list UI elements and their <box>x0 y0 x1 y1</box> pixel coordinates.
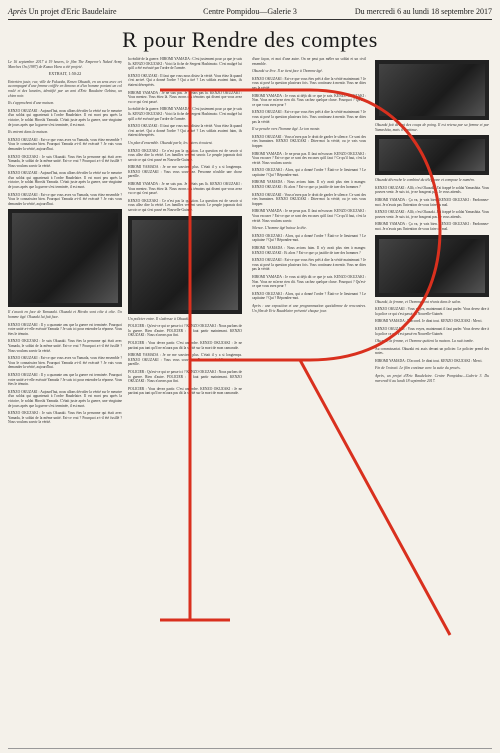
dialogue-paragraph: KENZO OKUZAKI : Je suis Okuzaki. Vous êtes la personne qui était avec Yamada, le soldat de la même unité. Est-ce vrai ? Pourquoi a-t-il été fusillé ? Nous voulons savoir la vérité. <box>8 411 122 425</box>
dialogue-paragraph: KENZO OKUZAKI : Alors, qui a donné l'ordre ? Était-ce le lieutenant ? Le capitaine ? Qui ? Répondez-moi. <box>252 291 366 301</box>
header-apres: Après <box>8 6 27 16</box>
caption-2: Okuzaki décroche le combiné du téléphone et compose le numéro. <box>375 178 476 183</box>
caption-intro: Entretien juste, rue, ville de Fukuoka, Kenzo Okuzaki, en un sens avec cet accompagné d'une femme coiffée en kimono et d'un homme portant un col roulé et des lunettes, identifié par un ami d'Eric Baudaire Ozbina, un chien noir. <box>8 79 122 98</box>
dialogue-paragraph: KENZO OKUZAKI : Est-ce que vous êtes prêt à dire la vérité maintenant ? Je vous ai posé la question plusieurs fois. Vous continuez à mentir. Vous ne dites pas la vérité. <box>252 258 366 272</box>
column-4 <box>375 57 489 747</box>
header-venue: Centre Pompidou—Galerie 3 <box>203 6 297 16</box>
extrait-label: EXTRAIT, 1:50:22 <box>48 71 82 77</box>
column-3 <box>252 57 366 747</box>
page-title: R pour Rendre des comptes <box>122 27 378 52</box>
dialogue-paragraph: KENZO OKUZAKI : Ce n'est pas la question. La question est de savoir si vous allez dire la vérité. Les familles veulent savoir. Le peuple japonais doit savoir ce qui s'est passé en Nouvelle-Guinée. <box>128 148 242 162</box>
column-1 <box>8 57 122 747</box>
dialogue-paragraph: KENZO OKUZAKI : Ce n'est pas la question. La question est de savoir si vous allez dire la vérité. Les familles veulent savoir. Le peuple japonais doit savoir ce qui s'est passé en Nouvelle-Guinée. <box>128 198 242 213</box>
dialogue-paragraph: HIROMI YAMADA : Je vous ai déjà dit ce que je sais. KENZO OKUZAKI : Non. Vous ne m'avez rien dit. Vous cachez quelque chose. Pourquoi ? Qu'est-ce que vous avez peur ? <box>252 274 366 289</box>
dialogue-paragraph: Au commissariat. Okuzaki est assis devant un policier. Le policier prend des notes. <box>375 346 489 356</box>
dialogue-paragraph: la réalité de la guerre. HIROMI YAMADA : C'est justement pour ça que je suis là. KENZO OKUZAKI : Voici la fiche de Sergent Hashimoto. C'est malgré lui qu'il a été exécuté par l'ordre de l'armée. <box>128 107 242 121</box>
intro-text: Le 16 septembre 2017 à 19 heures, le film The Emperor's Naked Army Marches On (1987) de Kazuo Hara a été projeté. <box>8 60 122 69</box>
bottom-rule <box>8 748 492 749</box>
dialogue-paragraph: POLICIER : Vous devez partir. C'est un ordre. KENZO OKUZAKI : Je ne partirai pas tant qu'il ne m'aura pas dit la vérité sur la mort de mon camarade. <box>128 341 242 350</box>
film-still-photo <box>375 235 489 297</box>
dialogue-paragraph: HIROMI YAMADA : Ça va, je vais bien. KENZO OKUZAKI : Pardonnez-moi. Je n'avais pas l'intention de vous faire du mal. <box>375 222 489 231</box>
dialogue-paragraph: HIROMI YAMADA : D'accord. Je dirai tout. KENZO OKUZAKI : Merci. <box>375 358 483 363</box>
dialogue-paragraph: la réalité de la guerre. HIROMI YAMADA : C'est justement pour ça que je suis là. KENZO OKUZAKI : Voici la fiche de Sergent Hashimoto. C'est malgré lui qu'il a été exécuté par l'ordre de l'armée. <box>128 57 242 71</box>
dialogue-paragraph: KENZO OKUZAKI : Allô, c'est Okuzaki. J'ai frappé le soldat Yamashita. Vous pouvez venir. Je suis ici, je ne bougerai pas. Je vous attends. <box>375 210 489 219</box>
dialogue-paragraph: KENZO OKUZAKI : Alors, qui a donné l'ordre ? Était-ce le lieutenant ? Le capitaine ? Qui ? Répondez-moi. <box>252 233 366 243</box>
dialogue-paragraph: POLICIER : Qu'est-ce qui se passe ici ? KENZO OKUZAKI : Nous parlons de la guerre. Rien d'autre. POLICIER : Il faut partir maintenant. KENZO OKUZAKI : Nous n'avons pas fini. <box>128 324 242 338</box>
dialogue-paragraph: KENZO OKUZAKI : Est-ce que vous avez vu Yamada, vous étiez ensemble ? Vous le connaissiez bien. Pourquoi Yamada a-t-il été exécuté ? Je vais vous demander la vérité, aujourd'hui. <box>8 137 122 151</box>
dialogue-paragraph: KENZO OKUZAKI : Vous n'avez pas le droit de garder le silence. Ce sont des vies humaines. KENZO OKUZAKI : Dites-moi la vérité, ou je vais vous frapper. <box>252 192 366 206</box>
dialogue-paragraph: KENZO OKUZAKI : Alors, qui a donné l'ordre ? Était-ce le lieutenant ? Le capitaine ? Qui ? Répondez-moi. <box>252 168 366 177</box>
dialogue-paragraph: KENZO OKUZAKI : Allô, c'est Okuzaki. J'ai frappé le soldat Yamashita. Vous pouvez venir. Je suis ici, je ne bougerai pas. Je vous attends. <box>375 185 489 195</box>
caption-3: Silence. L'homme âgé baisse la tête. <box>252 226 307 231</box>
dialogue-paragraph: KENZO OKUZAKI : Vous n'avez pas le droit de garder le silence. Ce sont des vies humaines. KENZO OKUZAKI : Dites-moi la vérité, ou je vais vous frapper. <box>252 134 366 148</box>
dialogue-paragraph: HIROMI YAMADA : Je ne me souviens plus. C'était il y a si longtemps. KENZO OKUZAKI : Vous vous souvenez. Personne n'oublie une chose pareille. <box>128 165 242 179</box>
film-still-photo <box>128 216 242 314</box>
dialogue-paragraph: POLICIER : Qu'est-ce qui se passe ici ? KENZO OKUZAKI : Nous parlons de la guerre. Rien d'autre. POLICIER : Il faut partir maintenant. KENZO OKUZAKI : Nous n'avons pas fini. <box>128 369 242 384</box>
caption-2: Ils s'approchent d'une maison. <box>8 101 55 106</box>
dialogue-paragraph: KENZO OKUZAKI : Il y a quarante ans que la guerre est terminée. Pourquoi votre unité a-t-elle exécuté Yamada ? Je suis ici pour entendre la réponse. Vous êtes le témoin. <box>8 322 122 336</box>
caption-1: Okuzaki fait devant des coups de poing. Il est retenu par sa femme et par Yamashita, mais il continue. <box>375 123 489 132</box>
dialogue-paragraph: HIROMI YAMADA : Je ne me souviens plus. C'était il y a si longtemps. KENZO OKUZAKI : Vous vous souvenez. Personne n'oublie une chose pareille. <box>128 353 242 367</box>
header-dates: Du mercredi 6 au lundi 18 septembre 2017 <box>354 6 492 16</box>
dialogue-paragraph: KENZO OKUZAKI : Il y a quarante ans que la guerre est terminée. Pourquoi votre unité a-t-elle exécuté Yamada ? Je suis ici pour entendre la réponse. Vous êtes le témoin. <box>8 372 122 387</box>
dialogue-paragraph: KENZO OKUZAKI : Vous voyez, maintenant il faut parler. Vous devez dire à la police ce qui s'est passé en Nouvelle-Guinée. <box>375 326 489 336</box>
dialogue-paragraph: HIROMI YAMADA : Ça va, je vais bien. KENZO OKUZAKI : Pardonnez-moi. Je n'avais pas l'intention de vous faire du mal. <box>375 197 489 207</box>
caption-2: Un plan d'ensemble. Okuzaki parle, les autres écoutent. <box>128 140 213 145</box>
column-2 <box>128 57 242 747</box>
page-header <box>8 4 492 18</box>
dialogue-paragraph: POLICIER : Vous devez partir. C'est un ordre. KENZO OKUZAKI : Je ne partirai pas tant qu'il ne m'aura pas dit la vérité sur la mort de mon camarade. <box>128 386 242 396</box>
dialogue-paragraph: HIROMI YAMADA : Nous avions faim. Il n'y avait plus rien à manger. KENZO OKUZAKI : Et alors ? Est-ce que ça justifie de tuer des hommes ? <box>252 180 366 190</box>
header-project: Un projet d'Eric Baudelaire <box>28 6 117 16</box>
dialogue-paragraph: KENZO OKUZAKI : Est-ce que vous êtes prêt à dire la vérité maintenant ? Je vous ai posé la question plusieurs fois. Vous continuez à mentir. Vous ne dites pas la vérité. <box>252 76 366 90</box>
dialogue-paragraph: HIROMI YAMADA : Je ne sais pas. Je n'étais pas là. KENZO OKUZAKI : Vous mentez. Vous étiez là. Nous avons des témoins qui disent que vous avez vu ce qui s'est passé. <box>128 90 242 104</box>
film-still-photo <box>375 60 489 120</box>
caption-3: Okuzaki, la femme, et l'homme sont réunis dans le salon. <box>375 299 462 304</box>
caption-2: Il se penche vers l'homme âgé. Le ton monte. <box>252 127 321 132</box>
dialogue-paragraph: HIROMI YAMADA : D'accord. Je dirai tout. KENZO OKUZAKI : Merci. <box>375 319 483 324</box>
dialogue-paragraph: d'une façon, et moi d'une autre. On ne peut pas mêler un soldat et un civil ensemble. <box>252 57 366 66</box>
dialogue-paragraph: HIROMI YAMADA : Je ne peux pas. Il faut m'excuser. KENZO OKUZAKI : Vous excuser ? Est-ce que ce sont des excuses qu'il faut ? Ce qu'il faut, c'est la vérité. Nous voulons savoir. <box>252 209 366 223</box>
dialogue-paragraph: KENZO OKUZAKI : Aujourd'hui, nous allons dévoiler la vérité sur le meurtre d'un soldat qui appartenait à l'ordre Baudelaire. Il est mort peu après la victoire, le soldat Hiroshi Yamada. C'était juste après la guerre, une vingtaine de jours après que la guerre s'est terminée, il est mort. <box>8 389 122 408</box>
dialogue-paragraph: KENZO OKUZAKI : Je suis Okuzaki. Vous êtes la personne qui était avec Yamada, le soldat de la même unité. Est-ce vrai ? Pourquoi a-t-il été fusillé ? Nous voulons savoir la vérité. <box>8 339 122 353</box>
caption-4: Okuzaki, la femme, et l'homme quittent la maison. La nuit tombe. <box>375 339 474 344</box>
dialogue-paragraph: HIROMI YAMADA : Je ne sais pas. Je n'étais pas là. KENZO OKUZAKI : Vous mentez. Vous étiez là. Nous avons des témoins qui disent que vous avez vu ce qui s'est passé. <box>128 182 242 196</box>
caption-3: Un policier entre. Il s'adresse à Okuzaki. <box>128 316 191 321</box>
caption-1: Okuzaki se lève. Il se tient face à l'homme âgé. <box>252 69 323 74</box>
dialogue-paragraph: KENZO OKUZAKI : Aujourd'hui, nous allons dévoiler la vérité sur le meurtre d'un soldat qui appartenait à l'ordre Baudelaire. Il est mort peu après la victoire, le soldat Hiroshi Yamada. C'était juste après la guerre, une vingtaine de jours après que la guerre s'est terminée, il est mort. <box>8 171 122 190</box>
dialogue-paragraph: KENZO OKUZAKI : Vous voyez, maintenant il faut parler. Vous devez dire à la police ce qui s'est passé en Nouvelle-Guinée. <box>375 307 489 316</box>
credits-text: Après, un projet d'Eric Baudelaire. Centre Pompidou—Galerie 3. Du mercredi 6 au lundi 18 septembre 2017. <box>375 374 489 383</box>
dialogue-paragraph: KENZO OKUZAKI : Est-ce que vous avez vu Yamada, vous étiez ensemble ? Vous le connaissiez bien. Pourquoi Yamada a-t-il été exécuté ? Je vais vous demander la vérité, aujourd'hui. <box>8 356 122 370</box>
dialogue-paragraph: KENZO OKUZAKI : Il faut que vous nous disiez la vérité. Vous étiez là quand c'est arrivé. Qui a donné l'ordre ? Qui a tiré ? Les soldats avaient faim, ils étaient désespérés. <box>128 73 242 87</box>
header-rule <box>8 19 492 20</box>
film-still-photo <box>375 135 489 175</box>
dialogue-paragraph: KENZO OKUZAKI : Il faut que vous nous disiez la vérité. Vous étiez là quand c'est arrivé. Qui a donné l'ordre ? Qui a tiré ? Les soldats avaient faim, ils étaient désespérés. <box>128 124 242 138</box>
caption-3: Ils entrent dans la maison. <box>8 130 49 135</box>
dialogue-paragraph: KENZO OKUZAKI : Aujourd'hui, nous allons dévoiler la vérité sur le meurtre d'un soldat qui appartenait à l'ordre Baudelaire. Il est mort peu après la victoire, le soldat Hiroshi Yamada. C'était juste après la guerre, une vingtaine de jours après que la guerre s'est terminée, il est mort. <box>8 108 122 127</box>
film-still-photo <box>8 209 122 307</box>
caption-4: Il s'assoit en face de Yamazaki. Okuzaki et Hiroko sont côte à côte. Un homme âgé. Okuzaki lui fait face. <box>8 310 122 320</box>
dialogue-paragraph: KENZO OKUZAKI : Est-ce que vous avez vu Yamada, vous étiez ensemble ? Vous le connaissiez bien. Pourquoi Yamada a-t-il été exécuté ? Je vais vous demander la vérité, aujourd'hui. <box>8 192 122 206</box>
dialogue-paragraph: HIROMI YAMADA : Je vous ai déjà dit ce que je sais. KENZO OKUZAKI : Non. Vous ne m'avez rien dit. Vous cachez quelque chose. Pourquoi ? Qu'est-ce que vous avez peur ? <box>252 93 366 107</box>
header-left <box>8 7 169 16</box>
footer-text: Après : une exposition et une programmation quotidienne de rencontres. Un film de Eric Baudelaire présenté chaque jour. <box>252 303 366 313</box>
dialogue-paragraph: HIROMI YAMADA : Nous avions faim. Il n'y avait plus rien à manger. KENZO OKUZAKI : Et alors ? Est-ce que ça justifie de tuer des hommes ? <box>252 246 366 255</box>
caption-5: Fin de l'extrait. Le film continue avec la suite du procès. <box>375 366 461 371</box>
dialogue-paragraph: KENZO OKUZAKI : Est-ce que vous êtes prêt à dire la vérité maintenant ? Je vous ai posé la question plusieurs fois. Vous continuez à mentir. Vous ne dites pas la vérité. <box>252 110 366 124</box>
dialogue-paragraph: HIROMI YAMADA : Je ne peux pas. Il faut m'excuser. KENZO OKUZAKI : Vous excuser ? Est-ce que ce sont des excuses qu'il faut ? Ce qu'il faut, c'est la vérité. Nous voulons savoir. <box>252 151 366 165</box>
dialogue-paragraph: KENZO OKUZAKI : Je suis Okuzaki. Vous êtes la personne qui était avec Yamada, le soldat de la même unité. Est-ce vrai ? Pourquoi a-t-il été fusillé ? Nous voulons savoir la vérité. <box>8 154 122 168</box>
